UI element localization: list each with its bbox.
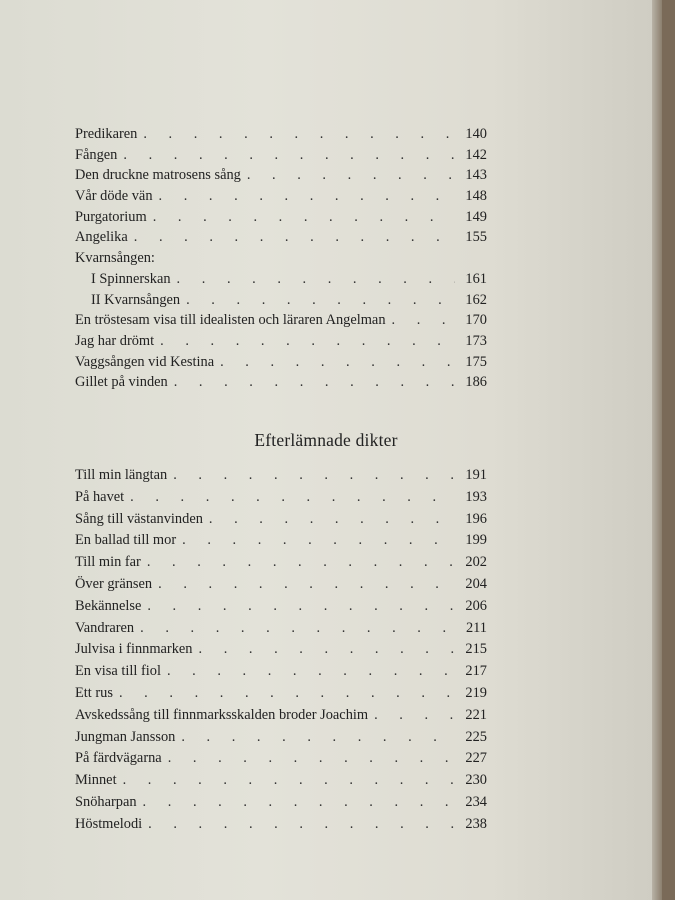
toc-entry-title: Sång till västanvinden	[75, 510, 203, 527]
section-heading: Efterlämnade dikter	[254, 430, 398, 450]
toc-entry-page: 219	[465, 684, 487, 701]
toc-entry-page: 143	[465, 167, 487, 184]
toc-group-heading	[75, 248, 487, 269]
toc-entry-page: 217	[465, 663, 487, 680]
toc-entry-title: I Spinnerskan	[91, 270, 171, 287]
toc-entry	[75, 661, 487, 683]
dot-leader	[199, 639, 455, 661]
dot-leader	[168, 748, 455, 770]
toc-entry	[75, 792, 487, 814]
toc-entry-page: 234	[465, 793, 487, 810]
toc-entry-title: Julvisa i finnmarken	[75, 641, 193, 658]
dot-leader	[182, 530, 455, 552]
toc-entry-page: 199	[465, 532, 487, 549]
toc-entry	[75, 639, 487, 661]
toc-entry-page: 206	[465, 597, 487, 614]
toc-entry	[75, 465, 487, 487]
toc-entry-title: Snöharpan	[75, 793, 137, 810]
toc-entry-title: Över gränsen	[75, 575, 153, 592]
toc-entry-page: 175	[465, 353, 487, 370]
toc-entry	[75, 372, 487, 393]
toc-entry	[75, 727, 487, 749]
toc-entry	[75, 227, 487, 248]
toc-entry	[75, 596, 487, 618]
dot-leader	[247, 165, 455, 186]
toc-entry-title: En tröstesam visa till idealisten och läraren Angelman	[75, 312, 386, 329]
dot-leader	[147, 596, 455, 618]
toc-entry	[75, 145, 487, 166]
dot-leader	[174, 372, 455, 393]
toc-entry-title: Purgatorium	[75, 208, 147, 225]
toc-entry-page: 148	[465, 188, 487, 205]
toc-entry-page: 221	[465, 706, 487, 723]
toc-entry-title: Angelika	[75, 229, 128, 246]
toc-entry-title: II Kvarnsången	[91, 291, 181, 308]
dot-leader	[143, 792, 455, 814]
toc-entry-title: Kvarnsången:	[75, 250, 155, 267]
toc-entry	[75, 770, 487, 792]
toc-entry-page: 170	[465, 312, 487, 329]
toc-entry-title: En ballad till mor	[75, 532, 177, 549]
dot-leader	[167, 661, 455, 683]
toc-entry-page: 215	[465, 641, 487, 658]
toc-entry-title: Jag har drömt	[75, 332, 155, 349]
toc-entry	[75, 352, 487, 373]
dot-leader	[123, 770, 455, 792]
dot-leader	[173, 465, 455, 487]
toc-entry	[75, 290, 487, 311]
toc-entry-title: Till min far	[75, 554, 141, 571]
dot-leader	[220, 352, 455, 373]
dot-leader	[143, 124, 455, 145]
toc-entry	[75, 509, 487, 531]
dot-leader	[181, 727, 455, 749]
toc-entry-title: Höstmelodi	[75, 815, 143, 832]
toc-entry	[75, 748, 487, 770]
toc-entry	[75, 269, 487, 290]
toc-entry	[75, 574, 487, 596]
toc-entry-title: Vaggsången vid Kestina	[75, 353, 215, 370]
toc-entry-page: 191	[465, 467, 487, 483]
dot-leader	[140, 618, 455, 640]
toc-entry-page: 230	[465, 772, 487, 789]
dot-leader	[160, 331, 455, 352]
toc-entry	[75, 552, 487, 574]
toc-entry-title: På havet	[75, 488, 125, 505]
toc-entry	[75, 618, 487, 640]
toc-entry-title: Vår döde vän	[75, 188, 153, 205]
toc-entry	[75, 683, 487, 705]
toc-entry	[75, 165, 487, 186]
dot-leader	[186, 290, 455, 311]
toc-entry-title: På färdvägarna	[75, 750, 162, 767]
toc-entry-title: Till min längtan	[75, 467, 168, 483]
toc-entry-page: 155	[465, 229, 487, 246]
toc-entry-page: 161	[465, 270, 487, 287]
toc-entry-page: 142	[465, 146, 487, 163]
dot-leader	[159, 186, 455, 207]
toc-entry-page: 186	[465, 374, 487, 391]
toc-entry-page: 196	[465, 510, 487, 527]
toc-entry	[75, 310, 487, 331]
dot-leader	[119, 683, 455, 705]
dot-leader	[392, 310, 455, 331]
toc-entry-title: Fången	[75, 146, 118, 163]
dot-leader	[148, 814, 455, 836]
toc-entry-page: 140	[465, 126, 487, 142]
toc-entry-page: 173	[465, 332, 487, 349]
toc-entry	[75, 530, 487, 552]
dot-leader	[374, 705, 455, 727]
toc-entry-page: 225	[465, 728, 487, 745]
dot-leader	[147, 552, 455, 574]
toc-entry-title: Predikaren	[75, 126, 138, 142]
toc-entry-page: 238	[465, 815, 487, 832]
toc-entry-title: Jungman Jansson	[75, 728, 176, 745]
dot-leader	[158, 574, 455, 596]
toc-entry-title: En visa till fiol	[75, 663, 161, 680]
toc-entry-page: 162	[465, 291, 487, 308]
toc-entry-page: 227	[465, 750, 487, 767]
toc-entry-title: Den druckne matrosens sång	[75, 167, 241, 184]
toc-entry	[75, 331, 487, 352]
dot-leader	[130, 487, 455, 509]
toc-section-1	[75, 124, 487, 393]
toc-entry	[75, 186, 487, 207]
toc-entry-title: Bekännelse	[75, 597, 142, 614]
toc-entry-title: Minnet	[75, 772, 117, 789]
toc-section-2	[75, 465, 487, 836]
toc-entry-title: Ett rus	[75, 684, 113, 701]
dot-leader	[153, 207, 455, 228]
page-edge	[652, 0, 662, 900]
toc-entry	[75, 487, 487, 509]
toc-entry-page: 149	[465, 208, 487, 225]
toc-entry-page: 204	[465, 575, 487, 592]
toc-entry	[75, 124, 487, 145]
toc-entry-page: 193	[465, 488, 487, 505]
toc-entry-page: 211	[465, 619, 487, 636]
toc-entry-page: 202	[465, 554, 487, 571]
toc-entry	[75, 207, 487, 228]
toc-entry-title: Vandraren	[75, 619, 135, 636]
dot-leader	[123, 145, 455, 166]
dot-leader	[134, 227, 455, 248]
dot-leader	[209, 509, 455, 531]
toc-entry-title: Gillet på vinden	[75, 374, 168, 391]
toc-entry-title: Avskedssång till finnmarksskalden broder Joachim	[75, 706, 369, 723]
dot-leader	[177, 269, 455, 290]
toc-entry	[75, 705, 487, 727]
toc-entry	[75, 814, 487, 836]
